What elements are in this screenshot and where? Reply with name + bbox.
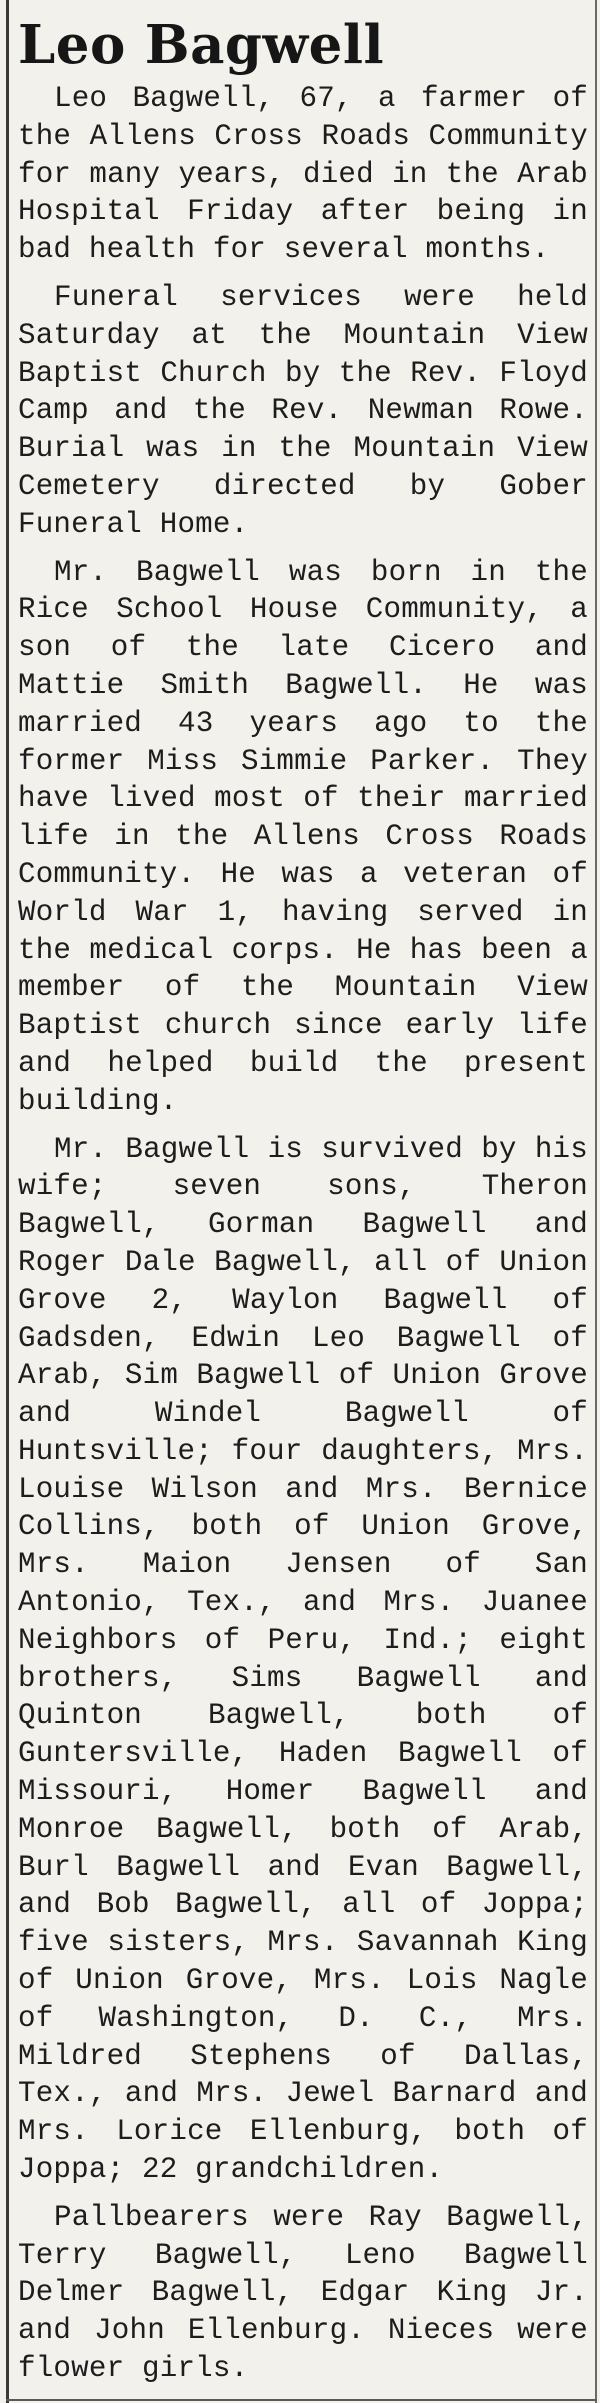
headline: Leo Bagwell [18, 14, 385, 76]
paragraph-funeral-services: Funeral services were held Saturday at the Mountain View Baptist Church by the Rev. Floyd Camp and the Rev. Newman Rowe. Burial was in the Mountain View Cemetery directed by Gober Funeral Home. [18, 280, 588, 541]
column-rule-bottom [6, 2399, 597, 2401]
paragraph-pallbearers: Pallbearers were Ray Bagwell, Terry Bagwell, Leno Bagwell Delmer Bagwell, Edgar King Jr. and John Ellenburg. Nieces were flower girls. [18, 2200, 588, 2386]
column-rule-right [595, 0, 597, 2403]
obituary-article [18, 14, 588, 2398]
paragraph-biography: Mr. Bagwell was born in the Rice School House Community, a son of the late Cicero and Mattie Smith Bagwell. He was married 43 years ago to the former Miss Simmie Parker. They have lived most of their married life in the Allens Cross Roads Community. He was a veteran of World War 1, having served in the medical corps. He has been a member of the Mountain View Baptist church since early life and helped build the present building. [18, 555, 588, 1118]
paragraph-death-notice: Leo Bagwell, 67, a farmer of the Allens Cross Roads Community for many years, died in the Arab Hospital Friday after being in bad health for several months. [18, 82, 588, 267]
column-rule-left [6, 0, 9, 2403]
paragraph-survivors: Mr. Bagwell is survived by his wife; seven sons, Theron Bagwell, Gorman Bagwell and Roger Dale Bagwell, all of Union Grove 2, Waylon Bagwell of Gadsden, Edwin Leo Bagwell of Arab, Sim Bagwell of Union Grove and Windel Bagwell of Huntsville; four daughters, Mrs. Louise Wilson and Mrs. Bernice Collins, both of Union Grove, Mrs. Maion Jensen of San Antonio, Tex., and Mrs. Juanee Neighbors of Peru, Ind.; eight brothers, Sims Bagwell and Quinton Bagwell, both of Guntersville, Haden Bagwell of Missouri, Homer Bagwell and Monroe Bagwell, both of Arab, Burl Bagwell and Evan Bagwell, and Bob Bagwell, all of Joppa; five sisters, Mrs. Savannah King of Union Grove, Mrs. Lois Nagle of Washington, D. C., Mrs. Mildred Stephens of Dallas, Tex., and Mrs. Jewel Barnard and Mrs. Lorice Ellenburg, both of Joppa; 22 grandchildren. [18, 1132, 588, 2187]
